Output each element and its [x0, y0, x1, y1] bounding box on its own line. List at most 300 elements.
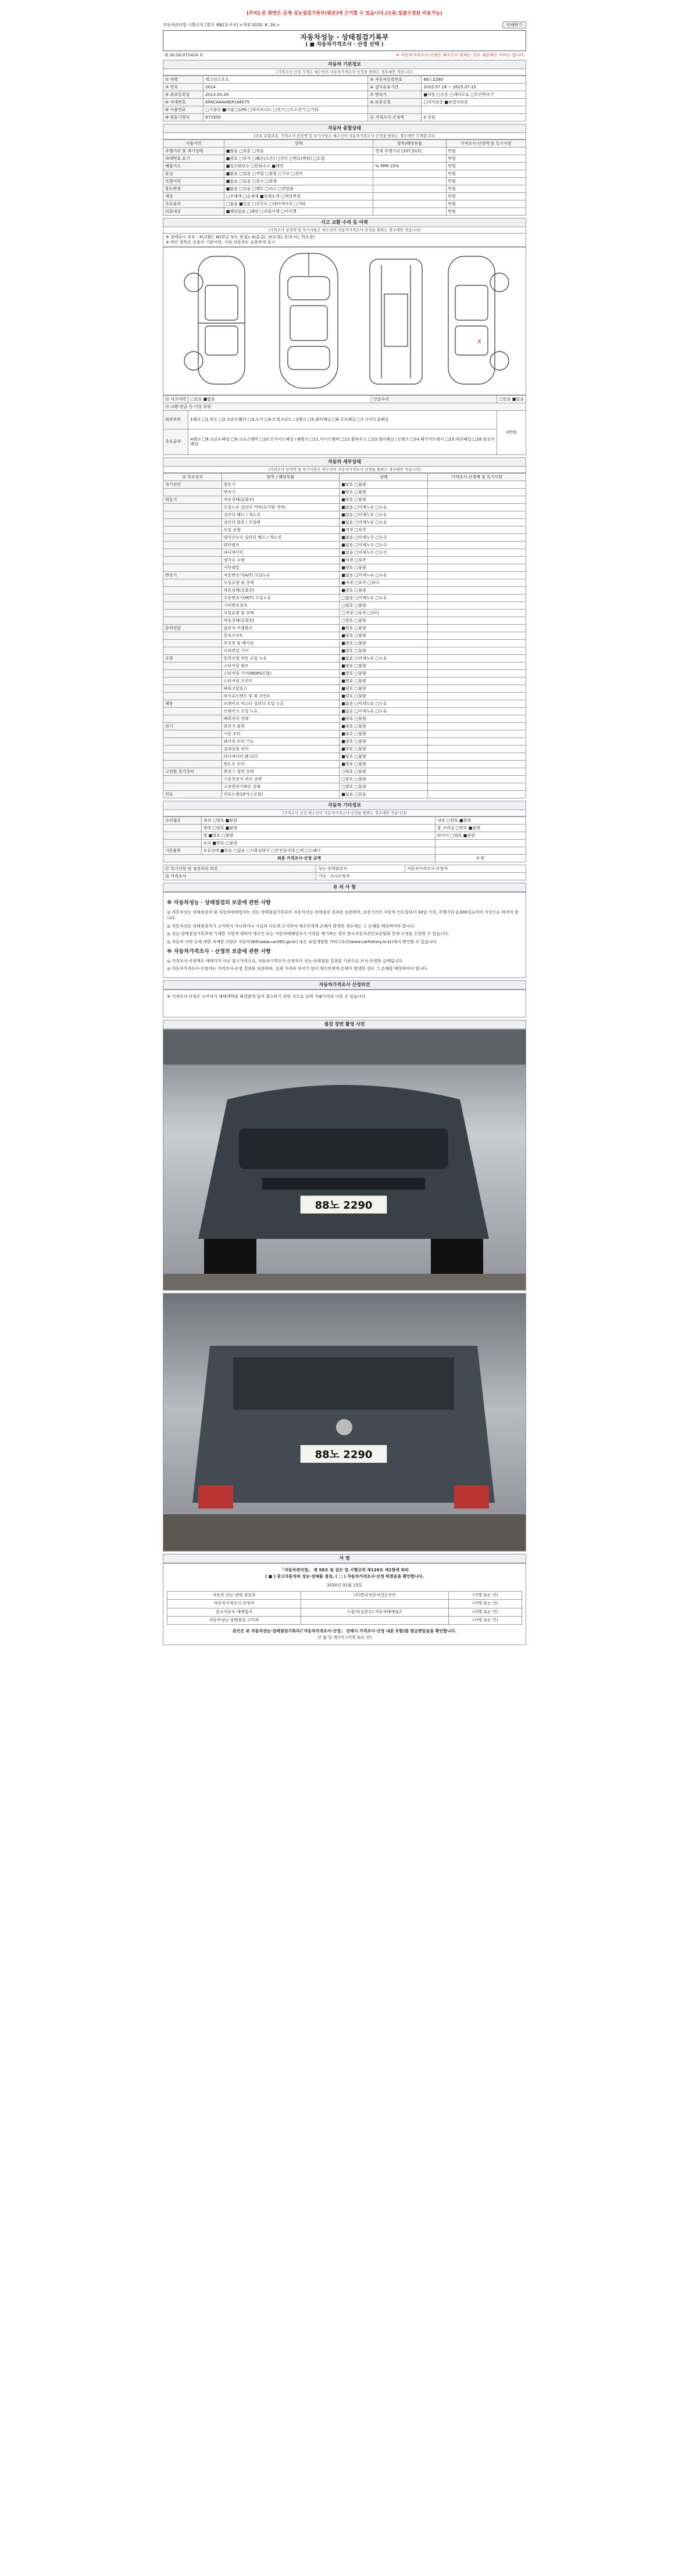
car-left-side-view: [184, 256, 245, 384]
detail-cell: ■양호 □불량: [340, 730, 428, 738]
detail-row: [163, 625, 526, 632]
detail-cell: ■없음 □미세누유 □누유: [340, 708, 428, 715]
signature-box: [163, 1563, 526, 1646]
detail-cell: [163, 511, 222, 519]
summary-cell: 색상: [163, 193, 224, 200]
detail-table: [163, 473, 526, 798]
options-heading: 자동차 기타정보: [163, 801, 526, 810]
detail-cell: 윈도우 모터: [222, 761, 340, 768]
basic-cell: ⑧ 사용연료: [163, 106, 204, 114]
detail-cell: [163, 708, 222, 715]
summary-cell: 만원: [446, 208, 526, 216]
detail-cell: ■없음 □미세누유 □누유: [340, 700, 428, 708]
detail-cell: [163, 489, 222, 496]
detail-cell: 변속기: [222, 489, 340, 496]
detail-price-cell: [428, 700, 526, 708]
basic-cell: [422, 106, 526, 114]
simple-repair-value: □있음 ■없음: [497, 395, 526, 403]
options-cell: 보유상태 ■있음 □없음 □사용설명서 □안전삼각대 □잭 □스패너: [201, 847, 435, 855]
detail-cell: ■없음 □있음: [340, 791, 428, 798]
detail-col-header: 상태: [340, 474, 428, 481]
detail-cell: 자기진단: [163, 481, 222, 489]
detail-cell: [163, 715, 222, 723]
summary-cell: [373, 155, 446, 163]
detail-cell: 커먼레일: [222, 564, 340, 572]
signature-cell: 자동차 성능·상태 점검자: [167, 1592, 301, 1600]
detail-col-header: 항목 / 해당부품: [222, 474, 340, 481]
summary-cell: [373, 200, 446, 208]
detail-cell: 조향: [163, 655, 222, 662]
detail-row: [163, 723, 526, 730]
detail-cell: 고전원 전기장치: [163, 768, 222, 776]
detail-cell: □적정 □부족 □과다: [340, 610, 428, 617]
inspector-name: 성능·상태점검자: [316, 865, 405, 873]
detail-cell: [163, 746, 222, 753]
signature-cell: (서명 또는 인): [449, 1608, 522, 1616]
basic-cell: ⑥ 차대번호: [163, 99, 204, 106]
options-cell: 타이어 □양호 ■불량: [435, 832, 526, 840]
detail-price-cell: [428, 678, 526, 685]
detail-cell: ■양호 □불량: [340, 685, 428, 693]
signature-date: 2020년 01월 13일: [327, 1583, 362, 1588]
detail-cell: [163, 730, 222, 738]
detail-price-cell: [428, 564, 526, 572]
detail-cell: [163, 579, 222, 587]
rear-car-svg: [163, 1294, 526, 1552]
detail-cell: ■없음 □미세누유 □누유: [340, 655, 428, 662]
price-inspector-name: 자동차가격조사·산정자: [405, 865, 526, 873]
car-right-side-view: [448, 256, 509, 384]
basic-cell: ⑦ 변속기: [368, 91, 422, 99]
detail-cell: 충전구 절연 상태: [222, 768, 340, 776]
summary-cell: ■양호 □부식 □훼손(오손) □상이 □변조(변타) □도말: [224, 155, 373, 163]
signature-cell: (서명 또는 인): [449, 1600, 522, 1608]
signature-cell: 중고자동차 매매업자: [167, 1608, 301, 1616]
detail-cell: ■양호 □불량: [340, 587, 428, 594]
detail-row: [163, 504, 526, 511]
accident-legend-2: ※ 하단 항목은 승용차 기준이며, 기타 자동차는 유용하게 표시: [166, 240, 276, 245]
detail-cell: [163, 693, 222, 700]
detail-row: [163, 594, 526, 602]
options-table: [163, 816, 526, 862]
detail-price-cell: [428, 685, 526, 693]
detail-cell: [163, 647, 222, 655]
detail-price-cell: [428, 655, 526, 662]
detail-cell: □없음 □미세누유 □누유: [340, 594, 428, 602]
detail-cell: 파워고압호스: [222, 685, 340, 693]
detail-cell: [163, 534, 222, 542]
detail-cell: [163, 753, 222, 761]
accident-legend: ※ 상태표시 부호 : X(교환), W(판금 또는 용접), A(흠집), U(요철), C(부식), T(손상): [166, 235, 315, 240]
signature-table: [167, 1591, 522, 1625]
detail-cell: [163, 776, 222, 783]
meta-line: [163, 51, 526, 60]
summary-cell: [373, 178, 446, 185]
car-top-view: [280, 253, 338, 388]
detail-cell: 오일유량 및 상태: [222, 579, 340, 587]
detail-cell: □양호 □불량: [340, 602, 428, 610]
detail-cell: 스티어링 조인트: [222, 678, 340, 685]
detail-price-cell: [428, 693, 526, 700]
detail-cell: ■적정 □부족 □과다: [340, 579, 428, 587]
options-sub: (가격조사·산정 매수인이 자동차가격조사·산정을 원하는 경우에만 적습니다): [163, 810, 526, 816]
signature-law: 「자동차관리법」 제 58조 및 같은 법 시행규칙 제120조 제1항에 따라: [280, 1567, 409, 1572]
detail-price-cell: [428, 557, 526, 564]
detail-cell: [163, 662, 222, 670]
detail-price-cell: [428, 768, 526, 776]
basic-row: [163, 84, 526, 91]
summary-cell: % PPM 15%: [373, 163, 446, 170]
basic-cell: □자가보증 ■보험사보증: [422, 99, 526, 106]
detail-row: [163, 715, 526, 723]
detail-cell: [163, 602, 222, 610]
detail-col-header: 가격조사·산정액 및 특기사항: [428, 474, 526, 481]
detail-cell: 동력전달: [163, 625, 222, 632]
detail-cell: [163, 640, 222, 647]
signature-foot: 본인은 위 자동차성능·상태점검기록부(「자동차가격조사·산정」 선택시 가격조사·산정 내용 포함)를 발급받았음을 확인합니다.: [232, 1628, 457, 1633]
detail-cell: 원동기: [222, 481, 340, 489]
summary-col-header: 가격조사·산정액 및 특기사항: [446, 140, 526, 148]
summary-cell: 만원: [446, 163, 526, 170]
caution-p2: ◎ 자동차성능·상태점검자가 고지하지 아니하거나 사실과 다르게 고지하여 매수인에게 손해가 발생한 경우에는 그 손해를 배상하여야 합니다.: [167, 923, 416, 929]
detail-row: [163, 640, 526, 647]
detail-cell: 작동상태(공회전): [222, 496, 340, 504]
detail-price-cell: [428, 572, 526, 579]
summary-cell: ■해당없음 □해당 □리콜이행 □미이행: [224, 208, 373, 216]
detail-price-cell: [428, 549, 526, 557]
basic-cell: ④ 검사유효기간: [368, 84, 422, 91]
detail-price-cell: [428, 738, 526, 746]
detail-price-cell: [428, 625, 526, 632]
detail-row: [163, 746, 526, 753]
summary-sub: (주요 포함과목, 가격조사·산정액 및 특기사항은 매수인이 자동차가격조사·산정을 원하는 경우에만 기재합니다): [163, 133, 526, 139]
detail-cell: □양호 □불량: [340, 783, 428, 791]
damage-mark-x: X: [477, 338, 481, 345]
options-cell: 광택 □양호 ■불량: [201, 825, 435, 832]
detail-cell: [163, 783, 222, 791]
detail-price-cell: [428, 481, 526, 489]
accident-legend-box: [163, 234, 526, 247]
caution-section-1-title: ※ 자동차성능 · 상태점검의 보증에 관한 사항: [167, 900, 271, 907]
detail-cell: 스티어링 기어(MDPS포함): [222, 670, 340, 678]
detail-cell: 추진축 및 베어링: [222, 640, 340, 647]
detail-cell: [163, 557, 222, 564]
law-reference: 자동차관리법 시행규칙 [별지 제82호서식] <개정 2020. 6. 26.>: [163, 22, 280, 27]
summary-row: [163, 148, 526, 155]
price-service-note: ※ 자동차가격조사·산정은 매수인이 원하는 경우 제공하는 서비스 입니다.: [396, 53, 525, 58]
title-box: [163, 30, 526, 51]
detail-cell: ■양호 □불량: [340, 662, 428, 670]
document-title: 자동차성능 · 상태점검기록부: [300, 33, 389, 41]
accident-history-label: ⑫ 사고이력: [163, 395, 188, 403]
detail-cell: 전기: [163, 723, 222, 730]
detail-cell: [163, 564, 222, 572]
detail-cell: ■양호 □불량: [340, 678, 428, 685]
car-left-wheel-front: [184, 273, 203, 292]
options-cell: 휠 ■양호 □불량: [201, 832, 435, 840]
detail-price-cell: [428, 542, 526, 549]
basic-cell: ⑨ 보증유형: [368, 99, 422, 106]
detail-cell: 디퍼렌셜 기어: [222, 647, 340, 655]
signature-row: [167, 1608, 522, 1616]
signature-cell: 자동차가격조사·산정자: [167, 1600, 301, 1608]
basic-cell: 671950: [204, 114, 368, 121]
detail-cell: □양호 □불량: [340, 768, 428, 776]
detail-row: [163, 534, 526, 542]
detail-cell: [163, 549, 222, 557]
options-cell: 룸 크리닝 □양호 ■불량: [435, 825, 526, 832]
detail-row: [163, 761, 526, 768]
detail-price-cell: [428, 534, 526, 542]
detail-cell: 와이퍼 모터 기능: [222, 738, 340, 746]
price-survey-label: ⑱ 가격조사: [163, 873, 316, 880]
basic-cell: ■자동 □수동 □세미오토 □무단변속기: [422, 91, 526, 99]
accident-table: [163, 395, 526, 455]
basic-cell: 88노2290: [422, 76, 526, 84]
detail-cell: ■없음 □미세누유 □누유: [340, 504, 428, 511]
options-cell: 기본품목: [163, 847, 202, 855]
summary-row: [163, 170, 526, 178]
detail-row: [163, 655, 526, 662]
car-left-wheel-rear: [184, 352, 203, 370]
summary-cell: 현재 주행거리 [107,515]: [373, 148, 446, 155]
detail-cell: 배력장치 상태: [222, 715, 340, 723]
total-price-label: 최종 가격조사·산정 금액: [163, 855, 435, 862]
detail-price-cell: [428, 594, 526, 602]
detail-cell: 타이로드엔드 및 볼 조인트: [222, 693, 340, 700]
price-opinion-box: ※ 가격조사·산정은 소비자가 매매계약을 체결함에 있어 참고하기 위한 것으로 실제 거래가격과 다를 수 있습니다.: [163, 990, 526, 1017]
detail-row: [163, 730, 526, 738]
total-price-value: 0 원: [435, 855, 526, 862]
detail-cell: ■양호 □불량: [340, 647, 428, 655]
caution-p3: ◎ 성능·상태점검기록부에 기재한 사항에 대하여 매수인 또는 자동차매매업자가 이의를 제기하는 경우 한국자동차진단보증협회 등에 조정을 신청할 수 있습니다.: [167, 931, 449, 937]
detail-cell: 변속기: [163, 572, 222, 579]
detail-cell: ■양호 □불량: [340, 738, 428, 746]
detail-row: [163, 617, 526, 625]
detail-cell: 시동 모터: [222, 730, 340, 738]
detail-cell: ■양호 □불량: [340, 640, 428, 647]
detail-cell: ■적정 □부족: [340, 557, 428, 564]
signature-row: [167, 1592, 522, 1600]
signature-cell: [301, 1616, 448, 1624]
detail-price-cell: [428, 579, 526, 587]
detail-cell: □양호 □불량: [340, 776, 428, 783]
summary-row: [163, 208, 526, 216]
detail-cell: ■양호 □불량: [340, 625, 428, 632]
options-row: [163, 840, 526, 847]
detail-price-cell: [428, 746, 526, 753]
accident-price: 0만원: [497, 410, 526, 454]
detail-price-cell: [428, 610, 526, 617]
detail-row: [163, 791, 526, 798]
detail-row: [163, 670, 526, 678]
exchange-parts-label: ⑬ 교환·판금 등 이상 부위: [163, 403, 526, 410]
summary-cell: 만원: [446, 200, 526, 208]
front-plate: 88노 2290: [315, 1199, 373, 1212]
summary-cell: ■없음 □있음 □렌트 □리스 □영업용: [224, 185, 373, 193]
detail-cell: [163, 678, 222, 685]
detail-cell: 제동: [163, 700, 222, 708]
top-notice: [주의] 본 화면은 공제 성능점검기록부(원본)에 근거할 수 있습니다.(오류,일괄수정된 비용가능): [247, 10, 442, 16]
basic-row: [163, 99, 526, 106]
car-frame-body: [370, 259, 422, 384]
summary-cell: □무채색 □유채색 ■전체도색 □색상변경: [224, 193, 373, 200]
basic-info-table: [163, 76, 526, 121]
options-row: [163, 832, 526, 840]
detail-cell: □양호 □불량: [340, 617, 428, 625]
basic-cell: □가솔린 ■디젤 □LPG □하이브리드 □전기 □수소전기 □기타: [204, 106, 368, 114]
detail-price-cell: [428, 511, 526, 519]
detail-row: [163, 542, 526, 549]
detail-row: [163, 662, 526, 670]
options-cell: [435, 840, 526, 847]
detail-row: [163, 526, 526, 534]
summary-cell: 만원: [446, 193, 526, 200]
signature-cell: [301, 1600, 448, 1608]
caution-p5: ◎ 가격조사·산정액은 매매가가 아닌 참고가격으로, 자동차가격조사·산정자가 성능·상태점검 결과를 기준으로 조사·산정한 금액입니다.: [167, 958, 404, 963]
detail-price-cell: [428, 670, 526, 678]
summary-cell: [373, 208, 446, 216]
options-row: [163, 847, 526, 855]
detail-price-cell: [428, 723, 526, 730]
basic-cell: ⑤ 최초등록일: [163, 91, 204, 99]
detail-row: [163, 519, 526, 526]
accident-heading: 사고 교환 수리 등 이력: [163, 218, 526, 227]
detail-cell: 발전기 출력: [222, 723, 340, 730]
options-cell: 유리 ■양호 □불량: [201, 840, 435, 847]
detail-cell: ■양호 □불량: [340, 496, 428, 504]
detail-cell: [163, 761, 222, 768]
car-frame-view: [370, 259, 422, 384]
outer-panel-checks: 1랭크 □1.후드 □2.프론트휀더 □3.도어 □4.트렁크리드 / 2랭크 □5.쿼터패널 □6.루프패널 □7.사이드실패널: [188, 410, 497, 429]
detail-cell: 구동축전지 격리 상태: [222, 776, 340, 783]
detail-cell: [163, 526, 222, 534]
summary-cell: 만원: [446, 148, 526, 155]
detail-price-cell: [428, 489, 526, 496]
detail-cell: ■양호 □불량: [340, 715, 428, 723]
basic-info-sub: (가격조사·산정 가격은 매수인이 자동차가격조사·산정을 원하는 경우에만 적습니다): [163, 69, 526, 76]
detail-price-cell: [428, 519, 526, 526]
detail-heading: 자동차 세부상태: [163, 457, 526, 467]
summary-row: [163, 185, 526, 193]
detail-row: [163, 693, 526, 700]
photos-heading: 점검 장면 촬영 사진: [163, 1020, 526, 1029]
detail-cell: 기어변속장치: [222, 602, 340, 610]
detail-cell: 스티어링 펌프: [222, 662, 340, 670]
basic-row: [163, 76, 526, 84]
detail-price-cell: [428, 617, 526, 625]
options-row: [163, 817, 526, 825]
front-photo: [163, 1029, 526, 1291]
basic-cell: KPACA4AV8EP168575: [204, 99, 368, 106]
basic-cell: 2025.07.16 ~ 2025.07.15: [422, 84, 526, 91]
options-cell: [163, 840, 202, 847]
outer-panel-label: 외판부위: [163, 410, 188, 429]
detail-cell: ■없음 □미세누수 □누수: [340, 534, 428, 542]
signature-row: [167, 1600, 522, 1608]
inspector-opinion-label: ⑰ 특기사항 및 점검자의 의견: [163, 865, 316, 873]
detail-cell: ■양호 □불량: [340, 489, 428, 496]
detail-cell: 냉각수누수 실린더 헤드 / 개스킷: [222, 534, 340, 542]
detail-cell: 실내송풍 모터: [222, 746, 340, 753]
summary-cell: 만원: [446, 155, 526, 163]
detail-cell: 오일누유 실린더 커버(로커암 커버): [222, 504, 340, 511]
summary-col-header: 상태: [224, 140, 373, 148]
signature-heading: 서 명: [163, 1554, 526, 1563]
caution-p6: ◎ 자동차가격조사·산정자는 가격조사·산정 결과를 보증하며, 실제 가격과 차이가 있어 매수인에게 손해가 발생한 경우 그 손해를 배상하여야 합니다.: [167, 966, 429, 972]
detail-row: [163, 738, 526, 746]
summary-col-header: 항목/해당부품: [373, 140, 446, 148]
summary-cell: [373, 185, 446, 193]
signature-cell: 자동차성능·상태점검 고지자: [167, 1616, 301, 1624]
detail-cell: [163, 610, 222, 617]
detail-row: [163, 579, 526, 587]
detail-cell: 라디에이터 팬 모터: [222, 753, 340, 761]
summary-table: [163, 139, 526, 216]
summary-cell: 주행거리 및 계기상태: [163, 148, 224, 155]
summary-cell: 만원: [446, 185, 526, 193]
price-opinion-heading: 자동차가격조사 산정의견: [163, 980, 526, 990]
detail-price-cell: [428, 602, 526, 610]
detail-cell: 연료: [163, 791, 222, 798]
frame-label: 주요골격: [163, 429, 188, 454]
signature-cell: (서명 또는 인): [449, 1616, 522, 1624]
basic-cell: 2013.05.29: [204, 91, 368, 99]
signature-law-2: ( ■ ) 중고자동차의 성능·상태를 점검, ( □ ) 자동차가격조사·산정 하였음을 확인합니다.: [265, 1574, 424, 1579]
detail-price-cell: [428, 504, 526, 511]
summary-row: [163, 155, 526, 163]
summary-heading: 자동차 종합상태: [163, 124, 526, 133]
detail-price-cell: [428, 632, 526, 640]
options-cell: 수리필요: [163, 817, 202, 825]
detail-cell: ■없음 □미세누유 □누유: [340, 511, 428, 519]
detail-row: [163, 564, 526, 572]
signature-cell: (서명 또는 인): [449, 1592, 522, 1600]
detail-price-cell: [428, 791, 526, 798]
detail-row: [163, 685, 526, 693]
car-diagram: [163, 247, 526, 395]
summary-cell: ■없음 □있음 □침수 □화재: [224, 178, 373, 185]
detail-row: [163, 602, 526, 610]
detail-cell: ■적정 □부족: [340, 526, 428, 534]
options-cell: 내장 □양호 ■불량: [435, 817, 526, 825]
print-button[interactable]: 인쇄하기: [502, 22, 526, 29]
detail-row: [163, 700, 526, 708]
rear-photo: [163, 1293, 526, 1552]
detail-price-cell: [428, 730, 526, 738]
detail-price-cell: [428, 708, 526, 715]
detail-cell: ■없음 □미세누유 □누유: [340, 572, 428, 579]
detail-row: [163, 557, 526, 564]
basic-row: [163, 91, 526, 99]
detail-cell: ■양호 □불량: [340, 753, 428, 761]
inspector-table: [163, 865, 526, 880]
caution-p1: ◎ 자동차성능·상태점검자 및 자동차매매업자는 성능·상태점검기록부의 자동차성능·상태점검 결과를 보증하며, 보증기간은 자동차 인도일부터 30일 이상, 주행거리 2,000킬로미터 이상으로 하여야 합니다.: [167, 909, 519, 921]
summary-cell: [373, 170, 446, 178]
detail-price-cell: [428, 587, 526, 594]
detail-cell: [163, 670, 222, 678]
rear-plate: 88노 2290: [315, 1448, 373, 1461]
summary-row: [163, 178, 526, 185]
simple-repair-label: 단순수리: [371, 395, 497, 403]
price-survey-value: 기타 - 조사산정자: [316, 873, 526, 880]
detail-price-cell: [428, 496, 526, 504]
detail-cell: [163, 519, 222, 526]
basic-cell: 2014: [204, 84, 368, 91]
detail-row: [163, 753, 526, 761]
caution-p4: ◎ 자동차 이력 등에 대한 자세한 사항은 자동차365(www.car365.go.kr) 또는 보험개발원 카히스토리(www.carhistory.or.kr)에서 확인할 수 있습니다.: [167, 939, 438, 944]
detail-cell: ■없음 □미세누수 □누수: [340, 542, 428, 549]
